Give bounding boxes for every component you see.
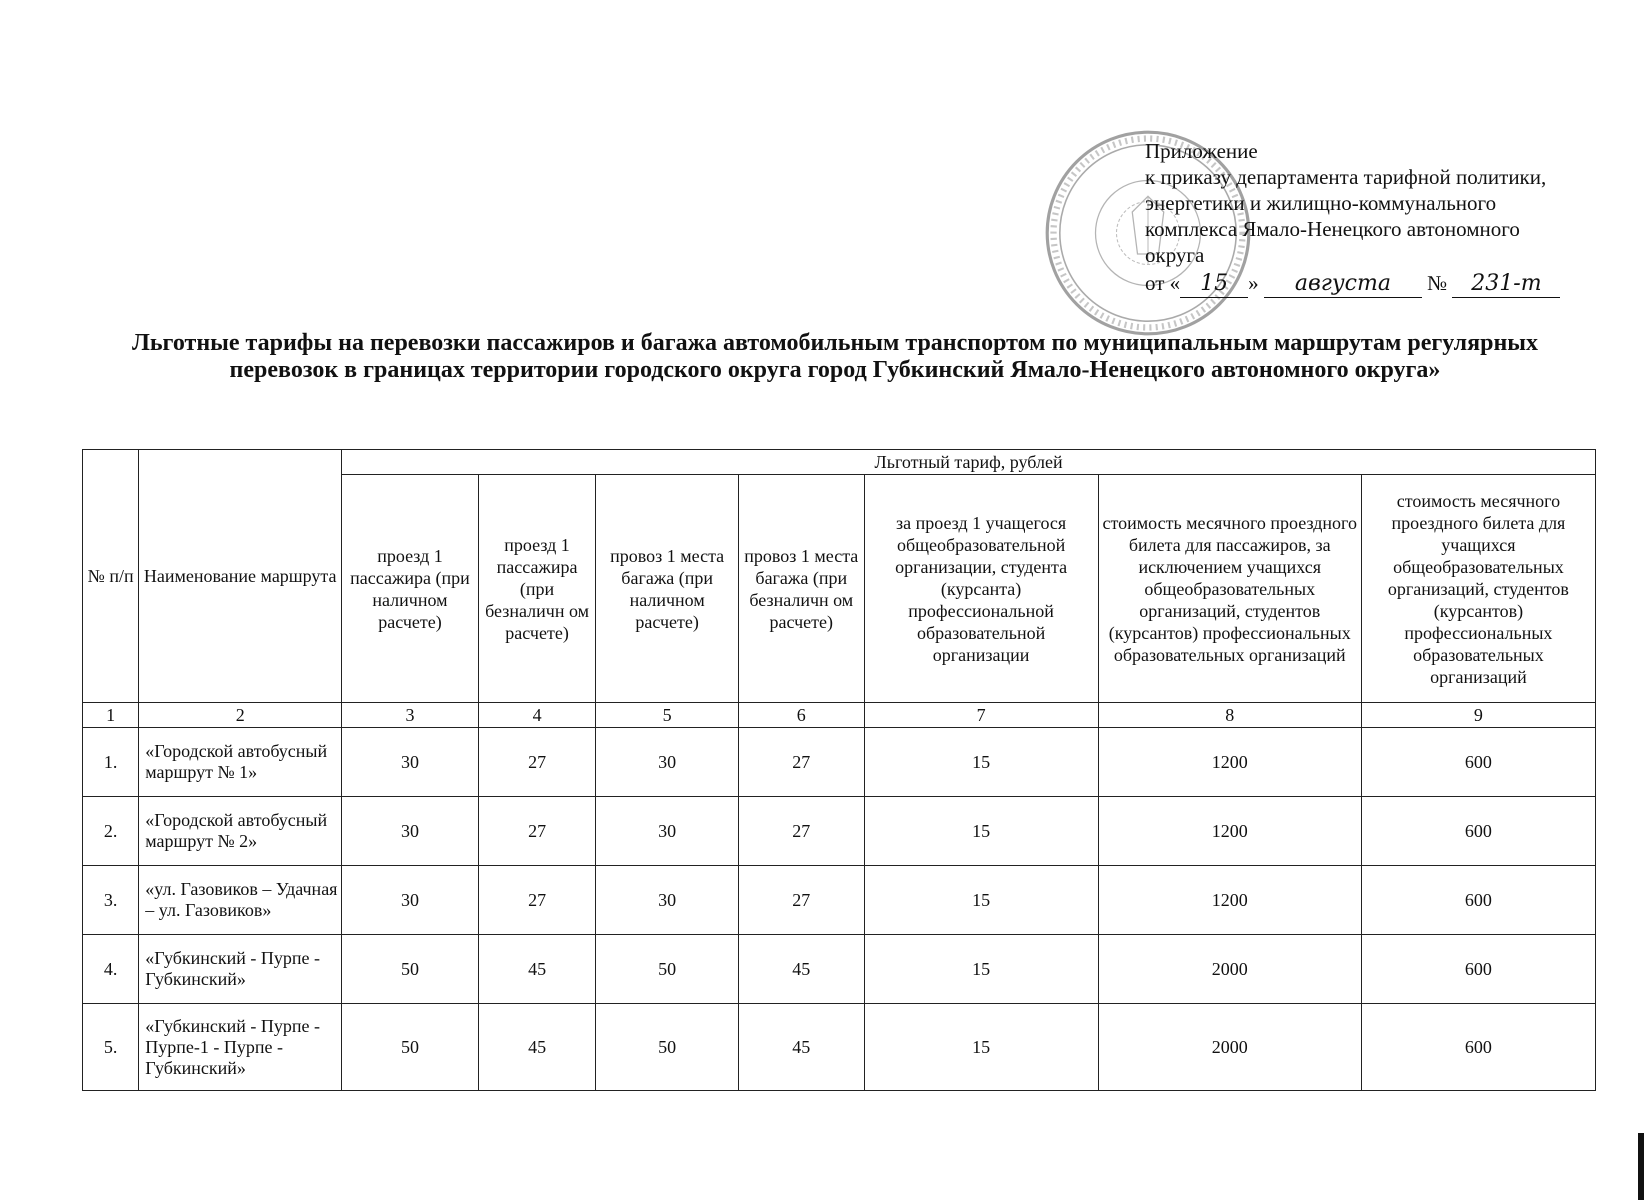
appendix-line: Приложение (1145, 139, 1258, 163)
route-name: «ул. Газовиков – Удачная – ул. Газовиков» (139, 866, 342, 935)
tariff-value: 600 (1361, 935, 1595, 1004)
tariff-value: 45 (478, 935, 596, 1004)
tariff-value: 30 (596, 728, 739, 797)
row-number: 3. (83, 866, 139, 935)
tariff-value: 600 (1361, 866, 1595, 935)
row-number: 1. (83, 728, 139, 797)
order-month: августа (1264, 271, 1422, 298)
tariff-value: 600 (1361, 797, 1595, 866)
header-route-name: Наименование маршрута (139, 450, 342, 703)
header-monthly-pass: стоимость месячного проездного билета для пассажиров, за исключением учащихся общеобразовательных организаций, студентов (курсантов) профессиональных образовательных организаций (1098, 475, 1361, 703)
date-prefix: от « (1145, 271, 1181, 295)
tariff-value: 15 (864, 935, 1098, 1004)
row-number: 4. (83, 935, 139, 1004)
number-sign: № (1427, 271, 1448, 295)
table-row (83, 728, 1596, 797)
tariff-value: 27 (478, 866, 596, 935)
tariff-value: 27 (738, 728, 864, 797)
column-index: 5 (596, 703, 739, 728)
tariff-value: 15 (864, 866, 1098, 935)
appendix-line: к приказу департамента тарифной политики, (1145, 165, 1547, 189)
column-index: 7 (864, 703, 1098, 728)
tariff-value: 27 (738, 797, 864, 866)
tariff-value: 30 (596, 866, 739, 935)
table-row (83, 1004, 1596, 1091)
header-cash-baggage: провоз 1 места багажа (при наличном расчете) (596, 475, 739, 703)
column-index: 2 (139, 703, 342, 728)
table-row (83, 797, 1596, 866)
appendix-line: комплекса Ямало-Ненецкого автономного (1145, 217, 1520, 241)
column-index: 1 (83, 703, 139, 728)
order-date-number (1145, 270, 1560, 298)
tariff-value: 1200 (1098, 797, 1361, 866)
tariff-value: 50 (342, 1004, 479, 1091)
tariff-value: 45 (738, 935, 864, 1004)
column-index: 4 (478, 703, 596, 728)
tariff-value: 600 (1361, 1004, 1595, 1091)
tariff-value: 27 (738, 866, 864, 935)
appendix-line: округа (1145, 243, 1205, 267)
route-name: «Губкинский - Пурпе - Пурпе-1 - Пурпе - Губкинский» (139, 1004, 342, 1091)
header-row (83, 450, 1596, 475)
tariff-value: 50 (342, 935, 479, 1004)
page-edge-mark (1638, 1133, 1644, 1200)
document-title: Льготные тарифы на перевозки пассажиров и багажа автомобильным транспортом по муниципальным маршрутам регулярных перевозок в границах территории городского округа город Губкинский Ямало-Ненецкого автономного округа» (131, 330, 1539, 383)
tariff-value: 45 (478, 1004, 596, 1091)
tariff-value: 27 (478, 728, 596, 797)
row-number: 2. (83, 797, 139, 866)
tariff-value: 2000 (1098, 935, 1361, 1004)
date-mid: » (1248, 271, 1259, 295)
header-num: № п/п (83, 450, 139, 703)
table-row (83, 866, 1596, 935)
tariff-value: 15 (864, 797, 1098, 866)
column-index-row (83, 703, 1596, 728)
tariff-value: 30 (342, 866, 479, 935)
header-monthly-pass-students: стоимость месячного проездного билета для учащихся общеобразовательных организаций, студентов (курсантов) профессиональных образовательных организаций (1361, 475, 1595, 703)
route-name: «Городской автобусный маршрут № 1» (139, 728, 342, 797)
column-index: 6 (738, 703, 864, 728)
tariff-value: 30 (596, 797, 739, 866)
header-cashless-baggage: провоз 1 места багажа (при безналичн ом расчете) (738, 475, 864, 703)
tariff-value: 2000 (1098, 1004, 1361, 1091)
column-index: 8 (1098, 703, 1361, 728)
tariff-value: 45 (738, 1004, 864, 1091)
tariff-value: 1200 (1098, 728, 1361, 797)
tariff-value: 30 (342, 797, 479, 866)
tariff-value: 600 (1361, 728, 1595, 797)
tariff-table (82, 449, 1596, 1091)
route-name: «Городской автобусный маршрут № 2» (139, 797, 342, 866)
tariff-value: 50 (596, 1004, 739, 1091)
tariff-value: 15 (864, 1004, 1098, 1091)
column-index: 9 (1361, 703, 1595, 728)
tariff-value: 50 (596, 935, 739, 1004)
header-cashless-passenger: проезд 1 пассажира (при безналичн ом расчете) (478, 475, 596, 703)
appendix-line: энергетики и жилищно-коммунального (1145, 191, 1497, 215)
row-number: 5. (83, 1004, 139, 1091)
tariff-value: 27 (478, 797, 596, 866)
appendix-block (1145, 138, 1560, 298)
order-day: 15 (1180, 271, 1248, 298)
header-student-fare: за проезд 1 учащегося общеобразовательной организации, студента (курсанта) профессиональной образовательной организации (864, 475, 1098, 703)
order-number: 231-т (1452, 271, 1560, 298)
table-row (83, 935, 1596, 1004)
header-group: Льготный тариф, рублей (342, 450, 1596, 475)
route-name: «Губкинский - Пурпе - Губкинский» (139, 935, 342, 1004)
header-cash-passenger: проезд 1 пассажира (при наличном расчете) (342, 475, 479, 703)
tariff-value: 15 (864, 728, 1098, 797)
column-index: 3 (342, 703, 479, 728)
tariff-value: 1200 (1098, 866, 1361, 935)
tariff-value: 30 (342, 728, 479, 797)
